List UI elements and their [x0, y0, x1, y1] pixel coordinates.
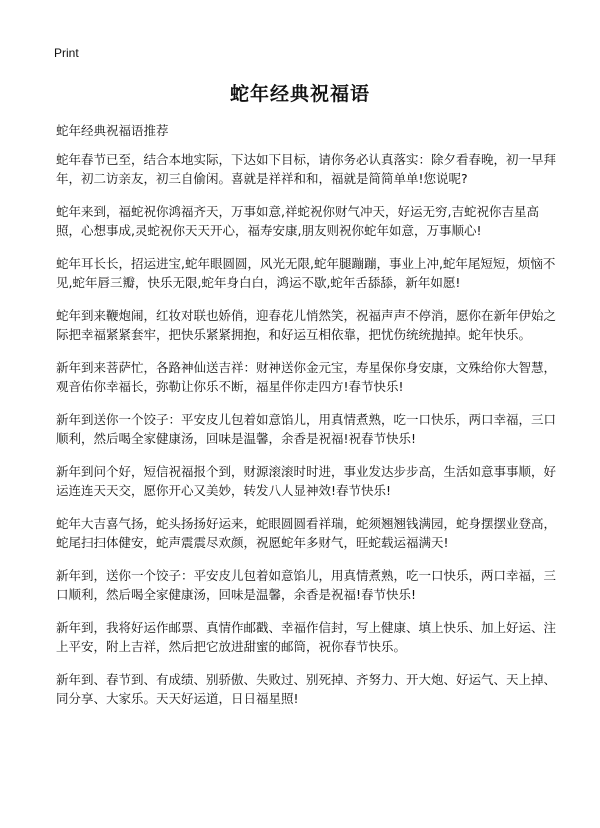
paragraph: 蛇年春节已至，结合本地实际，下达如下目标，请你务必认真落实：除夕看春晚，初一早拜年，初二访亲友，初三自偷闲。喜就是祥祥和和，福就是简简单单!您说呢?: [56, 152, 557, 186]
paragraph: 新年到，我将好运作邮票、真情作邮戳、幸福作信封，写上健康、填上快乐、加上好运、注上平安，附上吉祥，然后把它放进甜蜜的邮筒，祝你春节快乐。: [56, 620, 557, 654]
print-link[interactable]: Print: [54, 46, 79, 60]
paragraph: 蛇年来到，福蛇祝你鸿福齐天，万事如意,祥蛇祝你财气冲天，好运无穷,吉蛇祝你吉星高照，心想事成,灵蛇祝你天天开心，福寿安康,朋友则祝你蛇年如意，万事顺心!: [56, 204, 539, 238]
paragraph: 新年到，送你一个饺子：平安皮儿包着如意馅儿，用真情煮熟，吃一口快乐，两口幸福，三口顺利，然后喝全家健康汤，回味是温馨，余香是祝福!春节快乐!: [56, 568, 557, 602]
article-body: [56, 150, 556, 722]
paragraph: 新年到来菩萨忙，各路神仙送吉祥：财神送你金元宝，寿星保你身安康，文殊给你大智慧，观音佑你幸福长，弥勒让你乐不断，福星伴你走四方!春节快乐!: [56, 360, 557, 394]
section-heading: 蛇年经典祝福语推荐: [56, 123, 169, 138]
page-title: 蛇年经典祝福语: [229, 83, 370, 105]
paragraph: 新年到送你一个饺子：平安皮儿包着如意馅儿，用真情煮熟，吃一口快乐，两口幸福，三口顺利，然后喝全家健康汤，回味是温馨，余香是祝福!祝春节快乐!: [56, 412, 557, 446]
paragraph: 新年到问个好，短信祝福报个到，财源滚滚时时进，事业发达步步高，生活如意事事顺，好运连连天天交，愿你开心又美妙，转发八人显神效!春节快乐!: [56, 464, 557, 498]
paragraph: 蛇年耳长长，招运进宝,蛇年眼圆圆，风光无限,蛇年腿蹦蹦，事业上冲,蛇年尾短短，烦恼不见,蛇年唇三瓣，快乐无限,蛇年身白白，鸿运不歇,蛇年舌舔舔，新年如愿!: [56, 256, 556, 290]
paragraph: 蛇年到来鞭炮闹，红妆对联也娇俏，迎春花儿悄然笑，祝福声声不停消，愿你在新年伊始之际把幸福紧紧套牢，把快乐紧紧拥抱，和好运互相依靠，把忧伤统统抛掉。蛇年快乐。: [56, 308, 557, 342]
paragraph: 蛇年大吉喜气扬，蛇头扬扬好运来，蛇眼圆圆看祥瑞，蛇须翘翘钱满园，蛇身摆摆业登高，蛇尾扫扫体健安，蛇声震震尽欢颜，祝愿蛇年多财气，旺蛇载运福满天!: [56, 516, 557, 550]
paragraph: 新年到、春节到、有成绩、别骄傲、失败过、别死掉、齐努力、开大炮、好运气、天上掉、同分享、大家乐。天天好运道，日日福星照!: [56, 672, 557, 706]
